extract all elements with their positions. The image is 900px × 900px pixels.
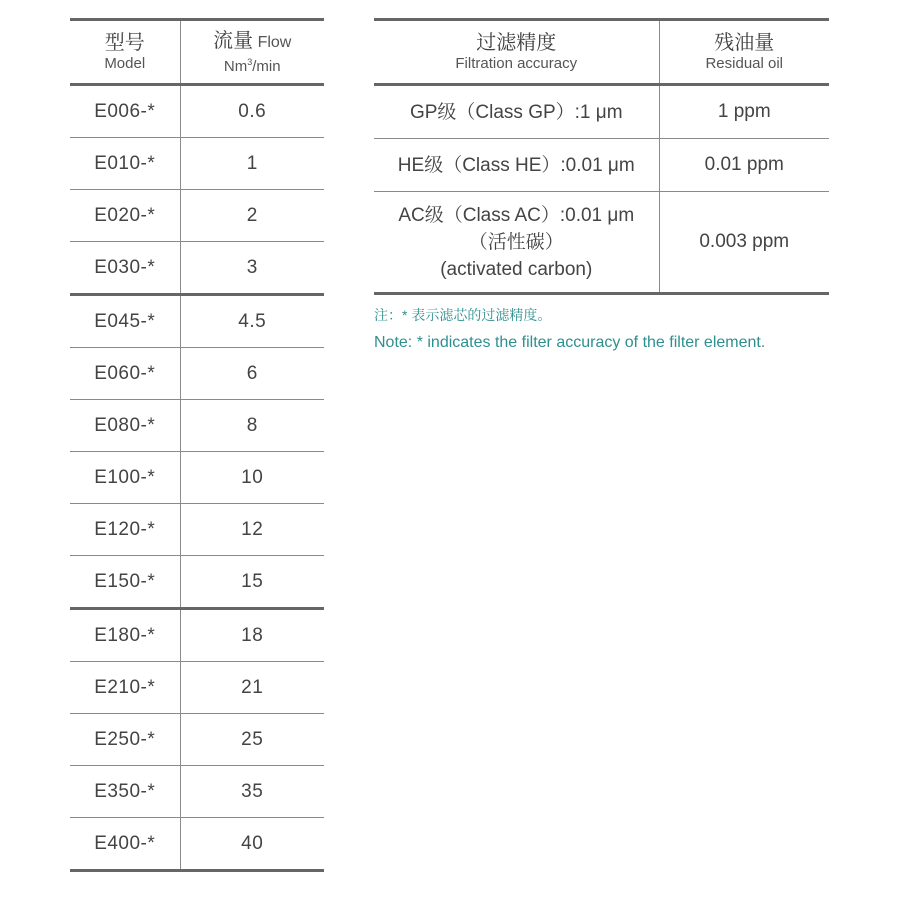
table-row: [374, 192, 829, 294]
flow-cell: 10: [180, 452, 324, 504]
accuracy-cell: [374, 85, 659, 139]
model-cell: E030-*: [70, 242, 180, 295]
accuracy-cell: [374, 139, 659, 192]
model-cell: E010-*: [70, 138, 180, 190]
table-row: [70, 85, 324, 138]
flow-header: [180, 20, 324, 85]
flow-cell: 15: [180, 556, 324, 609]
model-header-cn: 型号: [104, 32, 145, 54]
model-cell: E045-*: [70, 295, 180, 348]
footnote-en: Note: * indicates the filter accuracy of the filter element.: [374, 334, 766, 351]
model-cell: E080-*: [70, 400, 180, 452]
model-cell: E350-*: [70, 766, 180, 818]
model-cell: E006-*: [70, 85, 180, 138]
accuracy-header: [374, 20, 659, 85]
accuracy-header-cn: 过滤精度: [476, 32, 557, 54]
flow-cell: 18: [180, 609, 324, 662]
flow-cell: 4.5: [180, 295, 324, 348]
model-cell: E100-*: [70, 452, 180, 504]
accuracy-line: HE级（Class HE）:0.01 μm: [397, 154, 635, 176]
residual-cell: 1 ppm: [659, 85, 829, 139]
table-row: [70, 190, 324, 242]
model-header-en: Model: [104, 55, 146, 72]
flow-cell: 3: [180, 242, 324, 295]
table-row: [70, 714, 324, 766]
accuracy-header-en: Filtration accuracy: [455, 55, 578, 72]
flow-header-cn: 流量: [213, 29, 254, 52]
model-cell: E210-*: [70, 662, 180, 714]
table-row: [70, 452, 324, 504]
table-row: [70, 348, 324, 400]
table-row: [70, 400, 324, 452]
flow-unit: Nm$^3$/min: [223, 56, 281, 75]
residual-header-en: Residual oil: [705, 55, 784, 72]
model-cell: E400-*: [70, 818, 180, 871]
model-header: [70, 20, 180, 85]
table-row: [70, 662, 324, 714]
header-row: [70, 20, 324, 85]
table-row: [70, 556, 324, 609]
model-cell: E020-*: [70, 190, 180, 242]
flow-cell: 12: [180, 504, 324, 556]
table-row: [70, 295, 324, 348]
accuracy-line: GP级（Class GP）:1 μm: [409, 101, 623, 123]
flow-cell: 25: [180, 714, 324, 766]
model-cell: E060-*: [70, 348, 180, 400]
residual-header-cn: 残油量: [714, 32, 775, 54]
table-row: [70, 138, 324, 190]
flow-cell: 2: [180, 190, 324, 242]
table-row: [70, 504, 324, 556]
filtration-accuracy-table: [374, 18, 829, 295]
accuracy-cell: [374, 192, 659, 294]
model-flow-table: [70, 18, 324, 872]
flow-header-en: Flow: [257, 33, 292, 51]
flow-cell: 6: [180, 348, 324, 400]
table-row: [70, 242, 324, 295]
model-cell: E250-*: [70, 714, 180, 766]
table-row: [70, 818, 324, 871]
model-cell: E120-*: [70, 504, 180, 556]
table-row: [374, 85, 829, 139]
table-row: [374, 139, 829, 192]
table-row: [70, 609, 324, 662]
flow-cell: 21: [180, 662, 324, 714]
table-row: [70, 766, 324, 818]
flow-cell: 8: [180, 400, 324, 452]
header-row: [374, 20, 829, 85]
accuracy-line: AC级（Class AC）:0.01 μm: [398, 204, 635, 226]
flow-cell: 40: [241, 832, 264, 854]
footnote-cn: 注：* 表示滤芯的过滤精度。: [374, 307, 552, 323]
footnote: [374, 305, 874, 353]
flow-cell: 35: [180, 766, 324, 818]
model-cell: E150-*: [70, 556, 180, 609]
accuracy-line: (activated carbon): [440, 258, 593, 280]
model-cell: E180-*: [70, 609, 180, 662]
residual-cell: 0.003 ppm: [699, 231, 790, 252]
accuracy-line: （活性碳）: [468, 231, 564, 253]
residual-header: [659, 20, 829, 85]
residual-cell: 0.01 ppm: [659, 139, 829, 192]
flow-cell: 1: [180, 138, 324, 190]
flow-cell: 0.6: [180, 85, 324, 138]
